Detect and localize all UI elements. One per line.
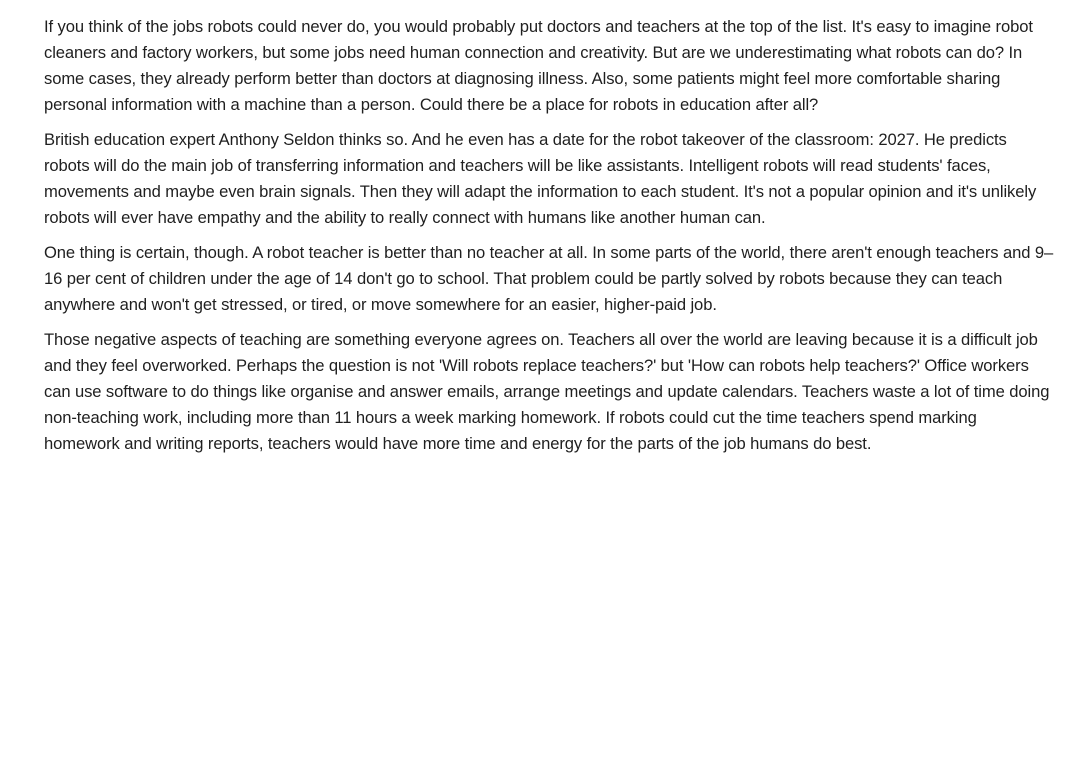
- paragraph-robots-jobs: If you think of the jobs robots could never do, you would probably put doctors and teachers at the top of the list. It's easy to imagine robot cleaners and factory workers, but some jobs need human connection and creativity. But are we underestimating what robots can do? In some cases, they already perform better than doctors at diagnosing illness. Also, some patients might feel more comfortable sharing personal information with a machine than a person. Could there be a place for robots in education after all?: [44, 17, 1033, 114]
- paragraph-help-teachers: Those negative aspects of teaching are something everyone agrees on. Teachers all over the world are leaving because it is a difficult job and they feel overworked. Perhaps the question is not 'Will robots replace teachers?' but 'How can robots help teachers?' Office workers can use software to do things like organise and answer emails, arrange meetings and update calendars. Teachers waste a lot of time doing non-teaching work, including more than 11 hours a week marking homework. If robots could cut the time teachers spend marking homework and writing reports, teachers would have more time and energy for the parts of the job humans do best.: [44, 330, 1050, 453]
- article-text: [44, 14, 1054, 466]
- paragraph-seldon-prediction: British education expert Anthony Seldon thinks so. And he even has a date for the robot takeover of the classroom: 2027. He predicts robots will do the main job of transferring information and teachers will be like assistants. Intelligent robots will read students' faces, movements and maybe even brain signals. Then they will adapt the information to each student. It's not a popular opinion and it's unlikely robots will ever have empathy and the ability to really connect with humans like another human can.: [44, 130, 1037, 227]
- paragraph-teacher-shortage: One thing is certain, though. A robot teacher is better than no teacher at all. In some parts of the world, there aren't enough teachers and 9–16 per cent of children under the age of 14 don't go to school. That problem could be partly solved by robots because they can teach anywhere and won't get stressed, or tired, or move somewhere for an easier, higher-paid job.: [44, 243, 1054, 314]
